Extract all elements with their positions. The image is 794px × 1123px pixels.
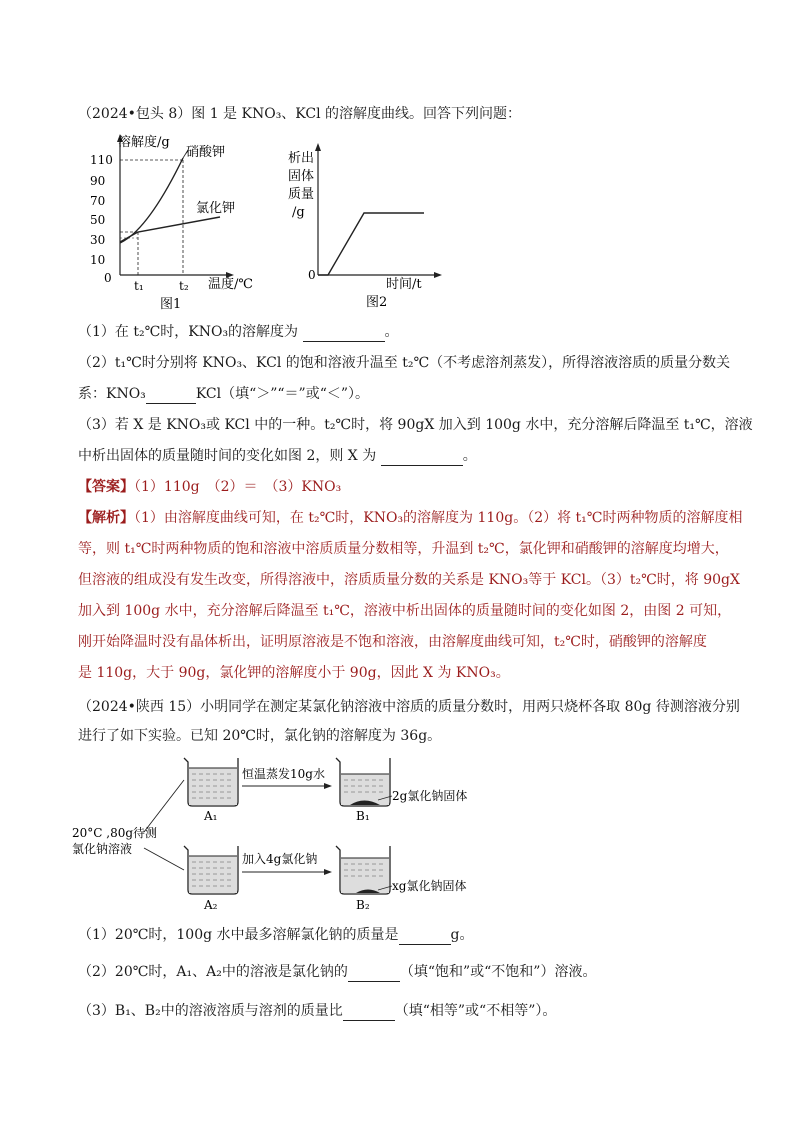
y-tick-labels <box>90 153 113 267</box>
precipitate-chart <box>286 138 456 310</box>
source-label-2: 氯化钠溶液 <box>72 842 133 856</box>
y-tick-70: 70 <box>90 194 106 208</box>
beaker-a2 <box>184 846 238 894</box>
q2-sub3-text: （3）B₁、B₂中的溶液溶质与溶剂的质量比 <box>78 1003 343 1019</box>
curve-kcl <box>120 217 220 242</box>
label-b2: B₂ <box>356 898 370 912</box>
label-a1: A₁ <box>204 809 218 823</box>
q1-answer <box>78 477 341 497</box>
answer-blank-4[interactable] <box>399 928 451 945</box>
origin-label: 0 <box>308 268 316 282</box>
q1-sub3-text: 中析出固体的质量随时间的变化如图 2，则 X 为 <box>78 448 381 464</box>
y-tick-90: 90 <box>90 174 106 188</box>
y-tick-110: 110 <box>90 153 113 167</box>
q1-sub2-text: 系：KNO₃ <box>78 386 146 402</box>
x-tick-t1: t₁ <box>134 279 144 293</box>
q2-sub2 <box>78 962 596 982</box>
q1-analysis-line-2: 等，则 t₁℃时两种物质的饱和溶液中溶质质量分数相等，升温到 t₂℃，氯化钾和硝酸钾的溶解度均增大， <box>78 541 729 557</box>
q1-sub2-line2 <box>78 384 369 404</box>
q2-sub3-end: （填“相等”或“不相等”）。 <box>394 1003 557 1019</box>
q2-header-line-1: （2024•陕西 15）小明同学在测定某氯化钠溶液中溶质的质量分数时，用两只烧杯各取 80g 待测溶液分别 <box>78 699 740 715</box>
q2-sub1 <box>78 925 473 945</box>
q1-sub1-text: （1）在 t₂℃时，KNO₃的溶解度为 <box>78 324 303 340</box>
curve-label-kcl: 氯化钾 <box>196 201 236 216</box>
answer-blank-1[interactable] <box>303 325 385 342</box>
y-tick-50: 50 <box>90 213 106 227</box>
y-tick-10: 10 <box>90 253 106 267</box>
y-tick-30: 30 <box>90 233 106 247</box>
curve-kno3 <box>120 158 183 243</box>
x-axis-arrow <box>434 272 442 278</box>
q1-analysis-line-6: 是 110g，大于 90g，氯化钾的溶解度小于 90g，因此 X 为 KNO₃。 <box>78 665 510 681</box>
connector-a2 <box>144 848 184 870</box>
label-b2-solid: xg氯化钠固体 <box>392 879 467 893</box>
x-tick-t2: t₂ <box>179 279 189 293</box>
analysis-text-1: （1）由溶解度曲线可知，在 t₂℃时，KNO₃的溶解度为 110g。（2）将 t₁℃时两种物质的溶解度相 <box>134 510 743 526</box>
q1-sub1 <box>78 322 399 342</box>
beaker-b2 <box>336 846 390 894</box>
q1-analysis-line-5: 刚开始降温时没有晶体析出，证明原溶液是不饱和溶液，由溶解度曲线可知，t₂℃时，硝酸钾的溶解度 <box>78 634 707 650</box>
q1-analysis-line-3: 但溶液的组成没有发生改变，所得溶液中，溶质质量分数的关系是 KNO₃等于 KCl。（3）t₂℃时，将 90gX <box>78 572 740 588</box>
q2-sub1-end: g。 <box>450 927 474 943</box>
q1-sub2-line1: （2）t₁℃时分别将 KNO₃、KCl 的饱和溶液升温至 t₂℃（不考虑溶剂蒸发），所得溶液溶质的质量分数关 <box>78 355 731 371</box>
curve-label-kno3: 硝酸钾 <box>186 145 226 160</box>
q2-sub1-text: （1）20℃时，100g 水中最多溶解氯化钠的质量是 <box>78 927 399 943</box>
y-label-line-3: 质量 <box>288 187 315 202</box>
answer-blank-3[interactable] <box>381 449 463 466</box>
q1-analysis-line-4: 加入到 100g 水中，充分溶解后降温至 t₁℃，溶液中析出固体的质量随时间的变化如图 2，由图 2 可知， <box>78 603 732 619</box>
y-axis-label: 溶解度/g <box>118 135 170 150</box>
analysis-label: 【解析】 <box>78 510 134 526</box>
y-axis-arrow <box>315 143 321 151</box>
q2-sub3 <box>78 1001 556 1021</box>
label-b1-solid: 2g氯化钠固体 <box>392 789 468 803</box>
answer-blank-6[interactable] <box>343 1004 395 1021</box>
y-label-line-2: 固体 <box>288 169 315 184</box>
solubility-chart <box>88 130 278 312</box>
q1-sub2-end: KCl（填“＞”“＝”或“＜”）。 <box>195 386 370 402</box>
y-label-line-1: 析出 <box>288 151 315 166</box>
label-b1: B₁ <box>356 809 370 823</box>
arrow-add-salt-head <box>324 869 332 875</box>
q1-header: （2024•包头 8）图 1 是 KNO₃、KCl 的溶解度曲线。回答下列问题： <box>78 106 522 122</box>
q1-sub3-end: 。 <box>462 448 477 464</box>
answer-text: （1）110g （2）＝ （3）KNO₃ <box>134 479 342 495</box>
source-label-1: 20°C ,80g待测 <box>72 826 158 840</box>
q1-analysis-line-1 <box>78 508 742 528</box>
q1-sub3-line1: （3）若 X 是 KNO₃或 KCl 中的一种。t₂℃时，将 90gX 加入到 100g 水中，充分溶解后降温至 t₁℃，溶液 <box>78 417 753 433</box>
connector-a1 <box>144 780 184 832</box>
answer-blank-2[interactable] <box>146 387 196 404</box>
origin-label: 0 <box>104 271 112 285</box>
y-label-line-4: /g <box>292 205 305 220</box>
precipitate-line <box>318 213 424 275</box>
answer-blank-5[interactable] <box>348 965 400 982</box>
q2-sub2-text: （2）20℃时，A₁、A₂中的溶液是氯化钠的 <box>78 964 348 980</box>
x-axis-label: 时间/t <box>386 277 422 292</box>
q2-header-line-2: 进行了如下实验。已知 20℃时，氯化钠的溶解度为 36g。 <box>78 728 442 744</box>
arrow-evaporate-head <box>324 783 332 789</box>
x-axis-label: 温度/℃ <box>208 277 253 292</box>
q1-sub3-line2 <box>78 446 477 466</box>
label-a2: A₂ <box>204 898 218 912</box>
figure-caption-1: 图1 <box>160 297 182 312</box>
beaker-experiment-figure <box>66 752 486 914</box>
figure-caption-2: 图2 <box>366 295 388 310</box>
beaker-a1 <box>184 758 238 806</box>
q1-sub1-end: 。 <box>384 324 399 340</box>
arrow-label-evaporate: 恒温蒸发10g水 <box>242 767 325 781</box>
arrow-label-add-salt: 加入4g氯化钠 <box>242 852 318 866</box>
answer-label: 【答案】 <box>78 479 134 495</box>
q2-sub2-end: （填“饱和”或“不饱和”）溶液。 <box>399 964 597 980</box>
